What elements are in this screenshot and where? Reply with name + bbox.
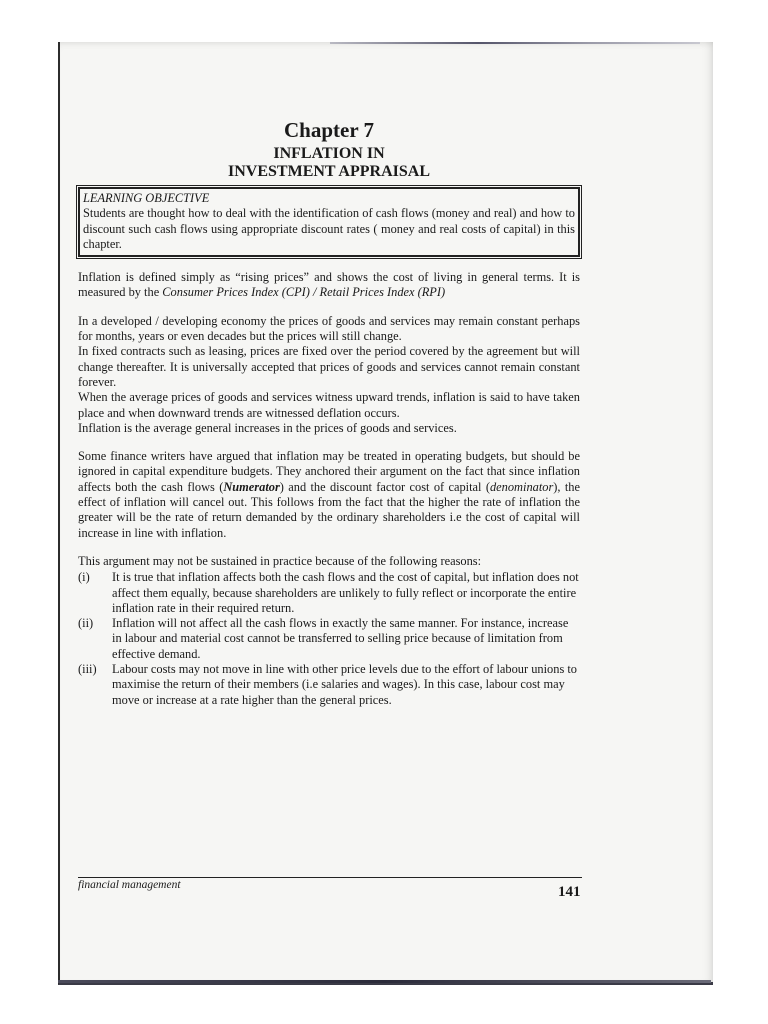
chapter-title-line1: INFLATION IN bbox=[273, 145, 385, 162]
economy-line: In a developed / developing economy the prices of goods and services may remain constant perhaps for months, years or even decades but the prices will still change. bbox=[78, 313, 580, 344]
reason-text: It is true that inflation affects both the cash flows and the cost of capital, but inflation does not affect them equally, because shareholders are unlikely to fully reflect or incorporate the entire inflation rate in their required return. bbox=[112, 570, 579, 615]
footer-rule bbox=[78, 877, 582, 878]
learning-objective-heading: LEARNING OBJECTIVE bbox=[83, 191, 210, 205]
numerator-term: Numerator bbox=[223, 479, 280, 494]
list-item bbox=[78, 570, 580, 616]
list-item bbox=[78, 616, 580, 662]
footer-running-title: financial management bbox=[78, 879, 181, 891]
economy-paragraph bbox=[78, 314, 580, 436]
page-content bbox=[78, 118, 580, 708]
reason-number: (i) bbox=[78, 570, 90, 585]
reason-number: (ii) bbox=[78, 616, 94, 631]
chapter-title-line2: INVESTMENT APPRAISAL bbox=[228, 163, 430, 180]
argument-paragraph bbox=[78, 449, 580, 541]
cpi-rpi-text: Consumer Prices Index (CPI) / Retail Prices Index (RPI) bbox=[162, 285, 446, 300]
page-bottom-edge bbox=[58, 980, 711, 983]
list-item bbox=[78, 662, 580, 708]
reason-text: Inflation will not affect all the cash flows in exactly the same manner. For instance, increase in labour and material cost cannot be transferred to selling price because of limitation from effective demand. bbox=[112, 616, 569, 661]
learning-objective-box bbox=[78, 187, 580, 257]
argument-text-1: Some finance writers have argued that inflation may be treated in operating budgets, but should be ignored in capital expenditure budgets. They anchored their argument on the fact that since inflation affects both the cash flows ( bbox=[78, 449, 580, 494]
definition-paragraph bbox=[78, 270, 580, 301]
reason-text: Labour costs may not move in line with other price levels due to the effort of labour unions to maximise the return of their members (i.e salaries and wages). In this case, labour cost may move or increase at a rate higher than the general prices. bbox=[112, 662, 577, 707]
reason-number: (iii) bbox=[78, 662, 97, 677]
learning-objective-text: Students are thought how to deal with the identification of cash flows (money and real) and how to discount such cash flows using appropriate discount rates ( money and real costs of capital) in this chapter. bbox=[83, 206, 575, 251]
reasons-list bbox=[78, 570, 580, 708]
contracts-line: In fixed contracts such as leasing, prices are fixed over the period covered by the agreement but will change thereafter. It is universally accepted that prices of goods and services cannot remain constant forever. bbox=[78, 344, 580, 389]
trends-line: When the average prices of goods and services witness upward trends, inflation is said to have taken place and when downward trends are witnessed deflation occurs. bbox=[78, 390, 580, 420]
reasons-intro: This argument may not be sustained in practice because of the following reasons: bbox=[78, 553, 482, 568]
inflation-summary-line: Inflation is the average general increases in the prices of goods and services. bbox=[78, 420, 457, 435]
page-number: 141 bbox=[558, 884, 581, 900]
denominator-term: denominator bbox=[489, 479, 554, 494]
argument-text-3: ), the effect of inflation will cancel out. This follows from the fact that the higher the rate of inflation the greater will be the rate of return demanded by the ordinary shareholders i.e the cost of capital will increase in line with inflation. bbox=[78, 479, 580, 540]
page-top-edge bbox=[330, 42, 700, 44]
argument-text-2: ) and the discount factor cost of capital ( bbox=[279, 479, 490, 494]
chapter-number: Chapter 7 bbox=[283, 118, 375, 142]
definition-text: Inflation is defined simply as “rising prices” and shows the cost of living in general terms. It is measured by the bbox=[78, 270, 580, 300]
